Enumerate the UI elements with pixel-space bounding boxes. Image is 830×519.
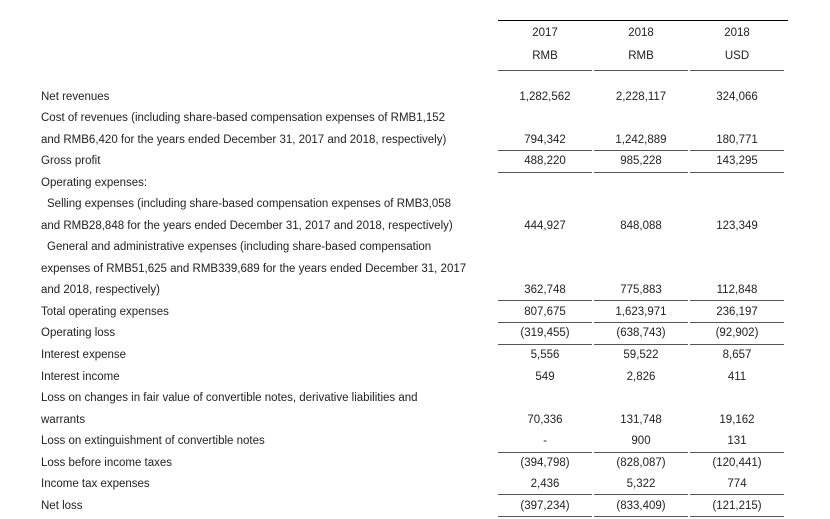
row-label: Income tax expenses <box>41 478 150 490</box>
value-2018-usd: 112,848 <box>716 284 758 296</box>
row-gross-profit <box>0 151 830 173</box>
row-label: Interest income <box>41 371 120 383</box>
column-header-year-1: 2017 <box>532 27 558 39</box>
value-2017-rmb: (397,234) <box>520 500 570 512</box>
value-2018-rmb: (828,087) <box>616 457 666 469</box>
row-total-operating-expenses <box>0 302 830 324</box>
row-label: Cost of revenues (including share-based compensation expenses of RMB1,152 <box>41 112 446 124</box>
row-label: warrants <box>41 414 86 426</box>
row-selling-expenses <box>0 216 830 238</box>
value-2017-rmb: 362,748 <box>524 284 566 296</box>
row-label: Loss before income taxes <box>41 457 173 469</box>
row-fair-value-loss <box>0 410 830 432</box>
row-label: Selling expenses (including share-based compensation expenses of RMB3,058 <box>47 198 452 210</box>
subtotal-rule-3 <box>690 494 784 495</box>
value-2017-rmb: 488,220 <box>524 155 566 167</box>
row-label: General and administrative expenses (including share-based compensation <box>47 241 432 253</box>
value-2018-rmb: 5,322 <box>626 478 656 490</box>
row-label: Gross profit <box>41 155 101 167</box>
column-header-currency-1: RMB <box>532 50 558 62</box>
value-2018-rmb: (833,409) <box>616 500 666 512</box>
row-general-admin-line2 <box>0 259 830 281</box>
value-2017-rmb: - <box>543 435 547 447</box>
value-2018-rmb: 1,242,889 <box>615 134 667 146</box>
subtotal-rule-3 <box>690 300 784 301</box>
value-2018-rmb: 1,623,971 <box>615 306 667 318</box>
value-2018-rmb: 131,748 <box>620 414 662 426</box>
value-2017-rmb: 5,556 <box>530 349 560 361</box>
value-2017-rmb: (319,455) <box>520 327 570 339</box>
row-selling-expenses-line1 <box>0 194 830 216</box>
subtotal-rule-2 <box>594 494 688 495</box>
row-interest-expense <box>0 345 830 367</box>
row-extinguishment-loss <box>0 431 830 453</box>
subtotal-rule-1 <box>498 300 592 301</box>
value-2018-usd: 8,657 <box>722 349 752 361</box>
value-2018-usd: 131 <box>727 435 747 447</box>
row-general-admin-line1 <box>0 237 830 259</box>
row-label: Loss on extinguishment of convertible notes <box>41 435 265 447</box>
row-fair-value-loss-line1 <box>0 388 830 410</box>
value-2017-rmb: 1,282,562 <box>519 91 571 103</box>
value-2018-rmb: (638,743) <box>616 327 666 339</box>
value-2018-rmb: 848,088 <box>620 220 662 232</box>
header-underline-1 <box>498 70 592 71</box>
value-2018-usd: 19,162 <box>719 414 755 426</box>
value-2017-rmb: 444,927 <box>524 220 566 232</box>
column-header-currency-3: USD <box>724 50 750 62</box>
row-net-loss <box>0 496 830 518</box>
row-loss-before-taxes <box>0 453 830 475</box>
value-2017-rmb: 2,436 <box>530 478 560 490</box>
row-label: and 2018, respectively) <box>41 284 160 296</box>
value-2018-rmb: 775,883 <box>620 284 662 296</box>
row-operating-expenses-heading <box>0 173 830 195</box>
value-2018-usd: 411 <box>727 371 747 383</box>
value-2017-rmb: 807,675 <box>524 306 566 318</box>
column-header-currency-2: RMB <box>628 50 654 62</box>
row-label: Operating loss <box>41 327 116 339</box>
row-label: Loss on changes in fair value of convertible notes, derivative liabilities and <box>41 392 418 404</box>
row-label: Net revenues <box>41 91 110 103</box>
value-2018-usd: 143,295 <box>716 155 758 167</box>
value-2018-usd: 324,066 <box>716 91 758 103</box>
subtotal-rule-1 <box>498 494 592 495</box>
value-2018-rmb: 59,522 <box>623 349 659 361</box>
row-label: and RMB28,848 for the years ended December 31, 2017 and 2018, respectively) <box>41 220 453 232</box>
row-label: Net loss <box>41 500 83 512</box>
value-2017-rmb: 794,342 <box>524 134 566 146</box>
row-label: expenses of RMB51,625 and RMB339,689 for the years ended December 31, 2017 <box>41 263 467 275</box>
value-2018-usd: 123,349 <box>716 220 758 232</box>
net-loss-rule-3 <box>690 516 784 517</box>
row-label: Operating expenses: <box>41 177 148 189</box>
value-2018-usd: 774 <box>727 478 747 490</box>
net-loss-rule-2 <box>594 516 688 517</box>
value-2017-rmb: (394,798) <box>520 457 570 469</box>
row-label: Interest expense <box>41 349 127 361</box>
row-label: and RMB6,420 for the years ended December 31, 2017 and 2018, respectively) <box>41 134 447 146</box>
value-2017-rmb: 70,336 <box>527 414 563 426</box>
value-2018-usd: (120,441) <box>712 457 762 469</box>
row-cost-of-revenues <box>0 130 830 152</box>
column-header-year-3: 2018 <box>724 27 750 39</box>
value-2018-usd: 236,197 <box>716 306 758 318</box>
value-2018-rmb: 2,826 <box>626 371 656 383</box>
value-2018-usd: (92,902) <box>715 327 759 339</box>
row-cost-of-revenues-line1 <box>0 108 830 130</box>
subtotal-rule-2 <box>594 300 688 301</box>
row-net-revenues <box>0 87 830 109</box>
row-interest-income <box>0 367 830 389</box>
header-underline-3 <box>690 70 784 71</box>
header-underline-2 <box>594 70 688 71</box>
row-income-tax <box>0 474 830 496</box>
row-general-admin <box>0 280 830 302</box>
row-label: Total operating expenses <box>41 306 169 318</box>
header-top-rule <box>498 20 788 21</box>
value-2018-usd: 180,771 <box>716 134 758 146</box>
value-2018-rmb: 2,228,117 <box>615 91 667 103</box>
value-2018-usd: (121,215) <box>712 500 762 512</box>
net-loss-rule-1 <box>498 516 592 517</box>
value-2018-rmb: 900 <box>631 435 651 447</box>
value-2017-rmb: 549 <box>535 371 555 383</box>
value-2018-rmb: 985,228 <box>620 155 662 167</box>
column-header-year-2: 2018 <box>628 27 654 39</box>
row-operating-loss <box>0 323 830 345</box>
